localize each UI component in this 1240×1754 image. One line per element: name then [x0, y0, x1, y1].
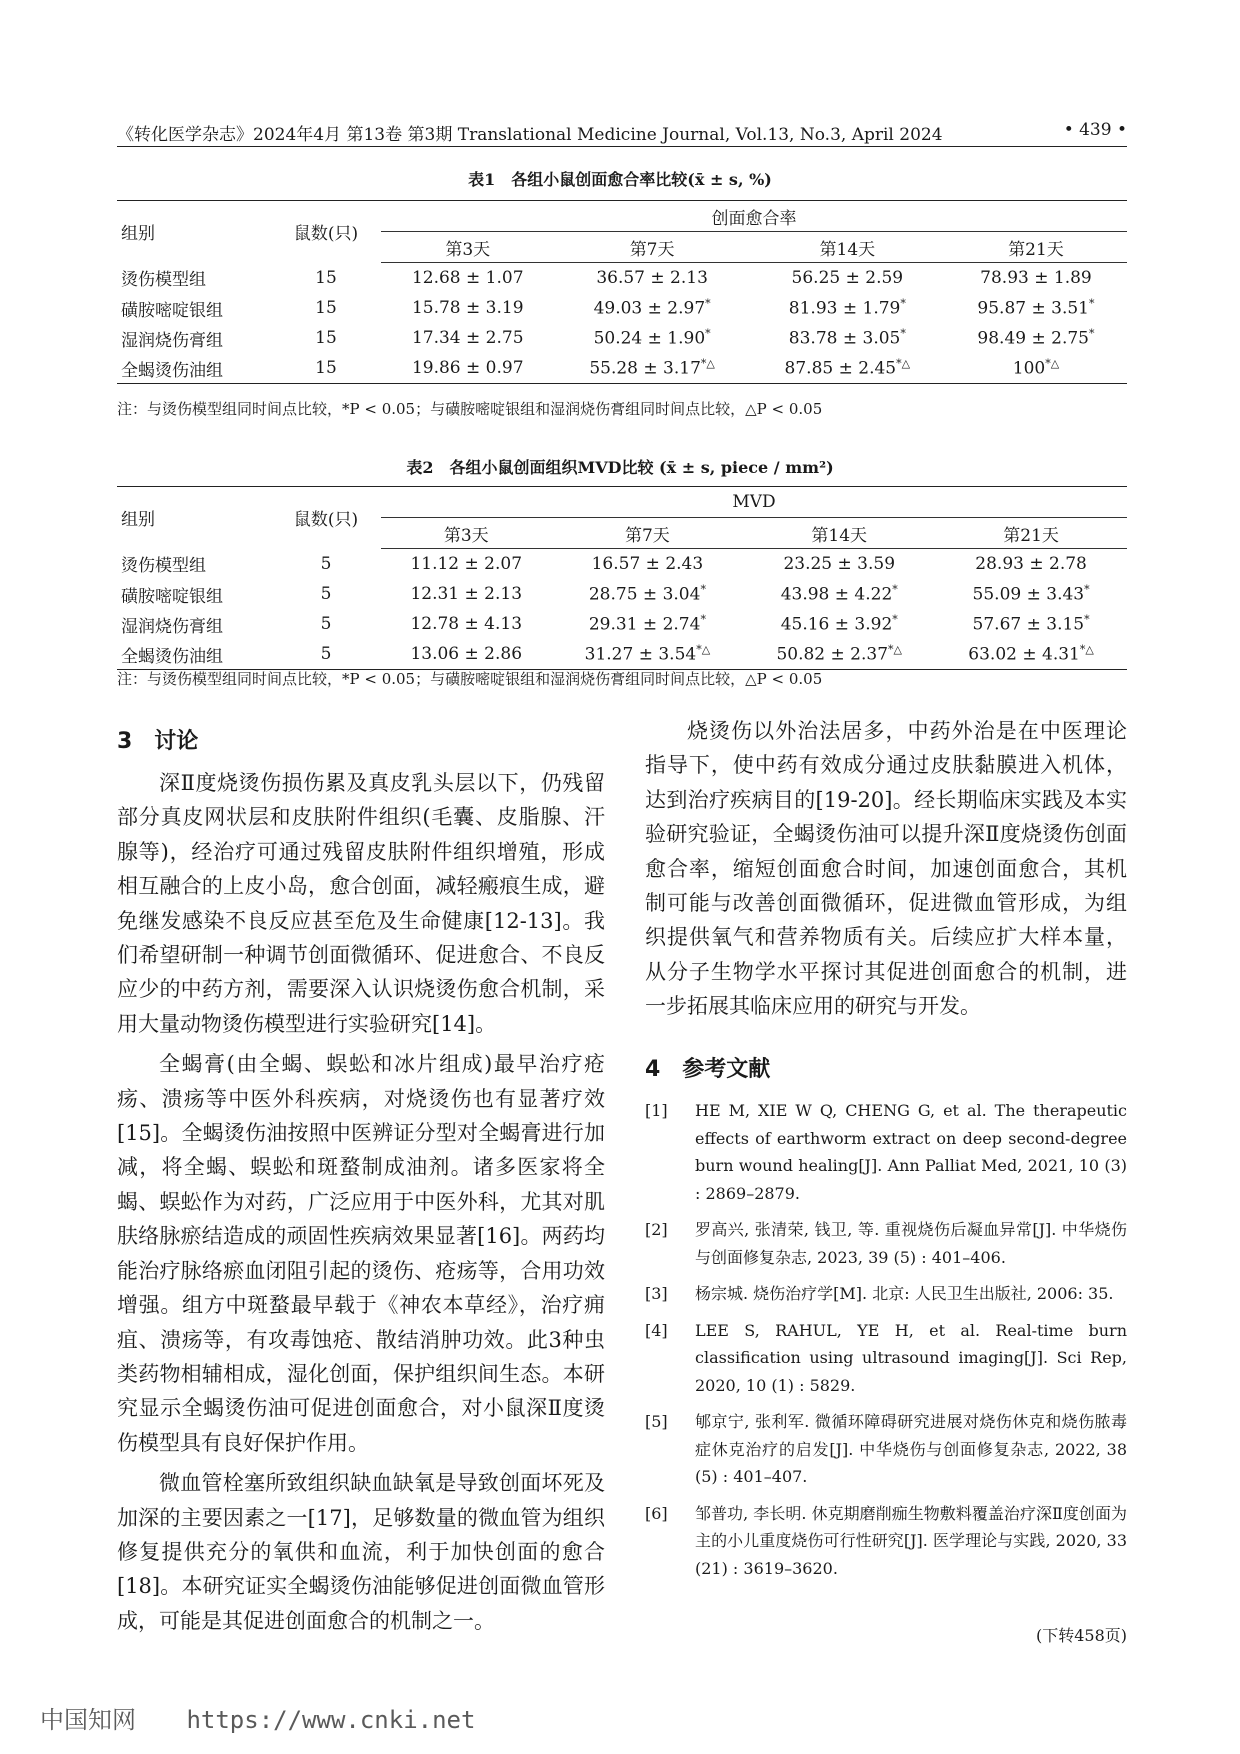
- significance-mark: *: [1089, 297, 1095, 311]
- cell-group: 湿润烧伤膏组: [121, 330, 223, 351]
- reference-number: [1]: [645, 1101, 668, 1120]
- cnki-watermark: [40, 1700, 475, 1735]
- cell-value: 43.98 ± 4.22*: [780, 583, 898, 605]
- cell-value: 23.25 ± 3.59: [783, 554, 896, 574]
- cell-value: 17.34 ± 2.75: [411, 328, 524, 348]
- cell-value: 15.78 ± 3.19: [411, 298, 524, 318]
- cell-count: 15: [315, 328, 337, 348]
- significance-mark: *: [705, 297, 711, 311]
- significance-mark: *△: [1079, 643, 1094, 657]
- cell-value: 49.03 ± 2.97*: [593, 297, 711, 319]
- cell-value: 81.93 ± 1.79*: [788, 297, 906, 319]
- cell-value: 87.85 ± 2.45*△: [750, 353, 945, 384]
- cell-value: 50.82 ± 2.37*△: [743, 639, 935, 670]
- cell-group: 湿润烧伤膏组: [121, 616, 223, 637]
- reference-number: [4]: [645, 1320, 668, 1340]
- cell-value: 29.31 ± 2.74*: [588, 613, 706, 635]
- reference-item: [645, 1097, 1127, 1207]
- cell-count: 5: [320, 614, 332, 634]
- cell-value: 16.57 ± 2.43: [591, 554, 704, 574]
- table1-caption: 表1 各组小鼠创面愈合率比较(x̄ ± s, %): [468, 170, 772, 189]
- cell-value: 56.25 ± 2.59: [791, 268, 904, 288]
- cell-count: 15: [271, 353, 381, 384]
- table-row: [117, 639, 1127, 670]
- table-row: [117, 549, 1127, 580]
- table2-caption: 表2 各组小鼠创面组织MVD比较 (x̄ ± s, piece / mm²): [406, 458, 834, 477]
- cell-value: 78.93 ± 1.89: [980, 268, 1092, 288]
- cell-count: 5: [271, 639, 381, 670]
- reference-list: [645, 1097, 1127, 1591]
- cell-value: 12.68 ± 1.07: [411, 268, 524, 288]
- cell-value: 57.67 ± 3.15*: [972, 613, 1090, 635]
- cell-group: 磺胺嘧啶银组: [121, 300, 223, 321]
- table2-col-count: 鼠数(只): [271, 487, 381, 549]
- table-row: [117, 353, 1127, 384]
- cell-value: 28.93 ± 2.78: [975, 554, 1087, 574]
- reference-item: [645, 1500, 1127, 1583]
- header-rule: [117, 146, 1127, 147]
- significance-mark: *△: [700, 357, 715, 371]
- cell-group: 全蝎烫伤油组: [117, 353, 271, 384]
- table1-span-header: 创面愈合率: [381, 201, 1127, 232]
- significance-mark: *△: [1045, 357, 1060, 371]
- cell-value: 45.16 ± 3.92*: [780, 613, 898, 635]
- cell-count: 5: [320, 553, 332, 574]
- table-row: [117, 323, 1127, 353]
- paragraph: 微血管栓塞所致组织缺血缺氧是导致创面坏死及加深的主要因素之一[17]，足够数量的微血管为组织修复提供充分的氧供和血流，利于加快创面的愈合[18]。本研究证实全蝎烫伤油能够促进创面微血管形成，可能是其促进创面愈合的机制之一。: [117, 1471, 605, 1633]
- significance-mark: *: [900, 327, 906, 341]
- table1-day-header: 第7天: [555, 232, 750, 263]
- cell-group: 全蝎烫伤油组: [117, 639, 271, 670]
- right-column: [645, 714, 1127, 1024]
- cell-value: 50.24 ± 1.90*: [593, 327, 711, 349]
- significance-mark: *△: [888, 643, 902, 657]
- table1-day-header: 第14天: [750, 232, 945, 263]
- reference-text: 杨宗城. 烧伤治疗学[M]. 北京: 人民卫生出版社, 2006: 35.: [695, 1284, 1114, 1303]
- table2-col-group: 组别: [117, 487, 271, 549]
- table1-note: 注：与烫伤模型组同时间点比较，*P < 0.05；与磺胺嘧啶银组和湿润烧伤膏组同时间点比较，△P < 0.05: [117, 400, 823, 418]
- cell-value: 36.57 ± 2.13: [596, 268, 708, 288]
- reference-text: LEE S, RAHUL, YE H, et al. Real-time burn classification using ultrasound imaging[J]. Sci Rep, 2020, 10 (1) : 5829.: [695, 1320, 1127, 1395]
- table2-day-header: 第7天: [551, 518, 743, 549]
- reference-item: [645, 1280, 1127, 1308]
- table-row: [117, 263, 1127, 294]
- cell-value: 13.06 ± 2.86: [381, 639, 551, 670]
- table-row: [117, 293, 1127, 323]
- cell-value: 19.86 ± 0.97: [381, 353, 555, 384]
- significance-mark: *: [1084, 613, 1090, 627]
- table2: [117, 486, 1127, 670]
- reference-number: [3]: [645, 1284, 668, 1303]
- reference-number: [2]: [645, 1220, 668, 1239]
- reference-text: 邹普功, 李长明. 休克期磨削痂生物敷料覆盖治疗深Ⅱ度创面为主的小儿重度烧伤可行性研究[J]. 医学理论与实践, 2020, 33 (21) : 3619–3620.: [695, 1503, 1127, 1578]
- significance-mark: *: [1089, 327, 1095, 341]
- watermark-url[interactable]: https://www.cnki.net: [186, 1706, 476, 1734]
- cell-count: 15: [315, 267, 337, 288]
- cell-value: 12.31 ± 2.13: [410, 584, 523, 604]
- significance-mark: *: [892, 613, 898, 627]
- table2-day-header: 第3天: [381, 518, 551, 549]
- cell-value: 100*△: [945, 353, 1127, 384]
- cell-value: 55.09 ± 3.43*: [972, 583, 1090, 605]
- table2-note: 注：与烫伤模型组同时间点比较，*P < 0.05；与磺胺嘧啶银组和湿润烧伤膏组同时间点比较，△P < 0.05: [117, 670, 823, 688]
- significance-mark: *: [705, 327, 711, 341]
- reference-number: [6]: [645, 1503, 668, 1523]
- reference-item: [645, 1317, 1127, 1400]
- reference-text: 罗高兴, 张清荣, 钱卫, 等. 重视烧伤后凝血异常[J]. 中华烧伤与创面修复杂志, 2023, 39 (5) : 401–406.: [695, 1220, 1127, 1267]
- cell-value: 11.12 ± 2.07: [410, 554, 523, 574]
- cell-value: 31.27 ± 3.54*△: [551, 639, 743, 670]
- cell-group: 磺胺嘧啶银组: [121, 586, 223, 607]
- significance-mark: *: [700, 613, 706, 627]
- table-row: [117, 579, 1127, 609]
- running-header: [117, 120, 1127, 145]
- left-column: [117, 766, 605, 1638]
- journal-line: 《转化医学杂志》2024年4月 第13卷 第3期 Translational Medicine Journal, Vol.13, No.3, April 2024: [117, 125, 943, 145]
- table2-day-header: 第14天: [743, 518, 935, 549]
- cell-value: 55.28 ± 3.17*△: [555, 353, 750, 384]
- paragraph: 深Ⅱ度烧烫伤损伤累及真皮乳头层以下，仍残留部分真皮网状层和皮肤附件组织(毛囊、皮脂腺、汗腺等)，经治疗可通过残留皮肤附件组织增殖，形成相互融合的上皮小岛，愈合创面，减轻瘢痕生成，避免继发感染不良反应甚至危及生命健康[12-13]。我们希望研制一种调节创面微循环、促进愈合、不良反应少的中药方剂，需要深入认识烧烫伤愈合机制，采用大量动物烫伤模型进行实验研究[14]。: [117, 771, 605, 1036]
- significance-mark: *: [900, 297, 906, 311]
- section-heading-discussion: 3 讨论: [117, 729, 199, 754]
- cell-value: 12.78 ± 4.13: [410, 614, 523, 634]
- significance-mark: *: [892, 583, 898, 597]
- cell-value: 63.02 ± 4.31*△: [935, 639, 1127, 670]
- table2-day-header: 第21天: [935, 518, 1127, 549]
- table1-day-header: 第21天: [945, 232, 1127, 263]
- cell-count: 5: [320, 584, 332, 604]
- cell-group: 烫伤模型组: [121, 270, 206, 291]
- reference-number: [5]: [645, 1412, 668, 1431]
- table1-day-header: 第3天: [381, 232, 555, 263]
- cell-value: 95.87 ± 3.51*: [977, 297, 1095, 319]
- paragraph: 全蝎膏(由全蝎、蜈蚣和冰片组成)最早治疗疮疡、溃疡等中医外科疾病，对烧烫伤也有显著疗效[15]。全蝎烫伤油按照中医辨证分型对全蝎膏进行加减，将全蝎、蜈蚣和斑蝥制成油剂。诸多医家将全蝎、蜈蚣作为对药，广泛应用于中医外科，尤其对肌肤络脉瘀结造成的顽固性疾病效果显著[16]。两药均能治疗脉络瘀血闭阻引起的烫伤、疮疡等，合用功效增强。组方中斑蝥最早载于《神农本草经》，治疗痈疽、溃疡等，有攻毒蚀疮、散结消肿功效。此3种虫类药物相辅相成，湿化创面，保护组织间生态。本研究显示全蝎烫伤油可促进创面愈合，对小鼠深Ⅱ度烫伤模型具有良好保护作用。: [117, 1052, 605, 1455]
- cell-value: 28.75 ± 3.04*: [588, 583, 706, 605]
- table1: [117, 200, 1127, 384]
- table1-col-group: 组别: [117, 201, 271, 263]
- significance-mark: *△: [696, 643, 711, 657]
- page-number: • 439 •: [1063, 120, 1127, 140]
- section-heading-references: 4 参考文献: [645, 1057, 771, 1082]
- reference-text: 郇京宁, 张利军. 微循环障碍研究进展对烧伤休克和烧伤脓毒症休克治疗的启发[J]. 中华烧伤与创面修复杂志, 2022, 38 (5) : 401–407.: [695, 1412, 1127, 1486]
- paragraph: 烧烫伤以外治法居多，中药外治是在中医理论指导下，使中药有效成分通过皮肤黏膜进入机体，达到治疗疾病目的[19-20]。经长期临床实践及本实验研究验证，全蝎烫伤油可以提升深Ⅱ度烧烫伤创面愈合率，缩短创面愈合时间，加速创面愈合，其机制可能与改善创面微循环，促进微血管形成，为组织提供氧气和营养物质有关。后续应扩大样本量，从分子生物学水平探讨其促进创面愈合的机制，进一步拓展其临床应用的研究与开发。: [645, 719, 1127, 1019]
- table-row: [117, 609, 1127, 639]
- significance-mark: *: [1084, 583, 1090, 597]
- significance-mark: *: [700, 583, 706, 597]
- cell-value: 98.49 ± 2.75*: [977, 327, 1095, 349]
- table1-col-count: 鼠数(只): [271, 201, 381, 263]
- continued-note: (下转458页): [1035, 1626, 1127, 1645]
- cell-value: 83.78 ± 3.05*: [788, 327, 906, 349]
- watermark-brand: 中国知网: [40, 1706, 136, 1734]
- cell-group: 烫伤模型组: [121, 556, 206, 577]
- reference-item: [645, 1216, 1127, 1271]
- cell-count: 15: [315, 298, 337, 318]
- reference-text: HE M, XIE W Q, CHENG G, et al. The therapeutic effects of earthworm extract on deep second-degree burn wound healing[J]. Ann Palliat Med, 2021, 10 (3) : 2869–2879.: [695, 1101, 1127, 1203]
- table2-span-header: MVD: [381, 487, 1127, 518]
- significance-mark: *△: [896, 357, 911, 371]
- reference-item: [645, 1408, 1127, 1491]
